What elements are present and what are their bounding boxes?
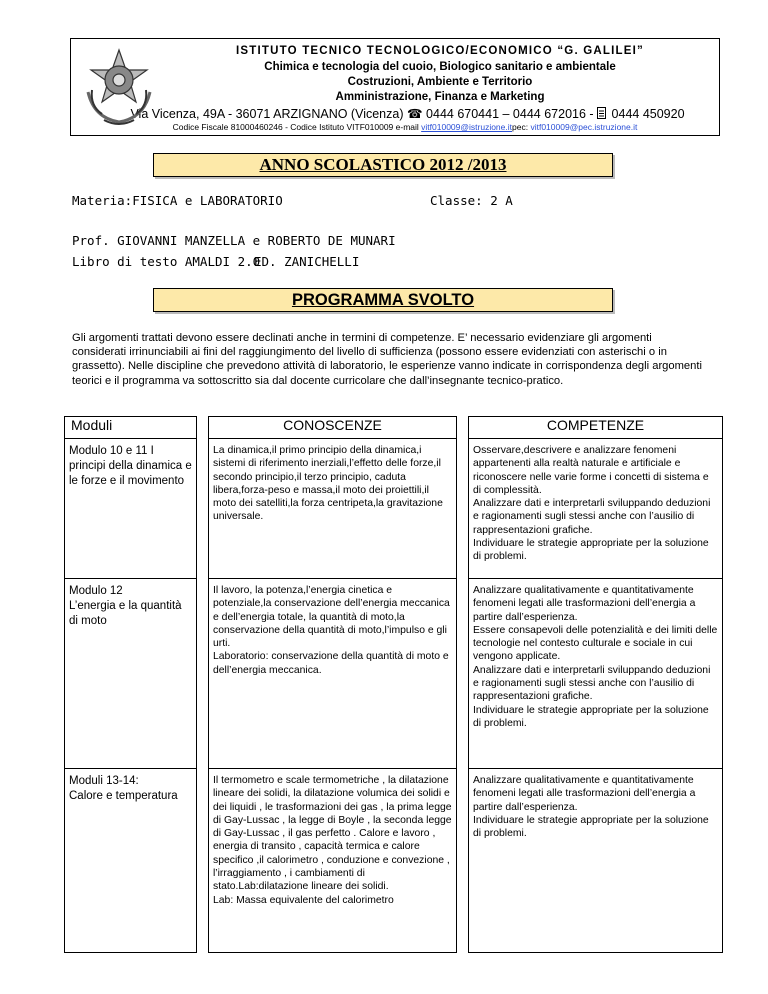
- module-cell: Modulo 10 e 11 I principi della dinamica e le forze e il movimento: [65, 439, 197, 579]
- header-conoscenze: CONOSCENZE: [209, 417, 457, 439]
- program-table: [64, 416, 723, 953]
- textbook: Libro di testo AMALDI 2.0: [72, 254, 261, 269]
- intro-paragraph: Gli argomenti trattati devono essere declinati anche in termini di competenze. E’ necessario evidenziare gli argomenti considerati irrinunciabili ai fini del raggiungimento del livello di sufficienza (possono essere evidenziati con asterischi o in grassetto). Nelle discipline che prevedono attività di laboratorio, le esperienze vanno indicate in corrispondenza degli argomenti teorici e il programma va sottoscritto sia dal docente curricolare che dall’insegnante tecnico-pratico.: [72, 332, 702, 387]
- school-name: ISTITUTO TECNICO TECNOLOGICO/ECONOMICO “G. GALILEI”: [236, 45, 644, 57]
- school-codes: [91, 122, 719, 132]
- pec-address[interactable]: vitf010009@pec.istruzione.it: [530, 122, 638, 132]
- address-text: Via Vicenza, 49A - 36071 ARZIGNANO (Vicenza): [130, 107, 404, 121]
- telephone-icon: ☎: [406, 107, 423, 121]
- module-cell: Moduli 13-14: Calore e temperatura: [65, 769, 197, 953]
- italian-republic-emblem-icon: [74, 40, 164, 130]
- school-address: [96, 106, 719, 121]
- school-courses-line-1: Chimica e tecnologia del cuoio, Biologico sanitario e ambientale: [264, 61, 616, 73]
- school-year-title: ANNO SCOLASTICO 2012 /2013: [153, 153, 613, 177]
- table-row: [65, 579, 723, 769]
- fax-number: 0444 450920: [611, 107, 685, 121]
- header-competenze: COMPETENZE: [469, 417, 723, 439]
- table-row: [65, 769, 723, 953]
- module-cell: Modulo 12 L’energia e la quantità di moto: [65, 579, 197, 769]
- phone-numbers: 0444 670441 – 0444 672016 -: [426, 107, 594, 121]
- class: Classe: 2 A: [430, 193, 513, 208]
- codes-text: Codice Fiscale 81000460246 - Codice Istituto VITF010009 e-mail: [172, 122, 419, 132]
- teachers: Prof. GIOVANNI MANZELLA e ROBERTO DE MUNARI: [72, 233, 396, 248]
- competenze-cell: Analizzare qualitativamente e quantitativamente fenomeni legati alle trasformazioni dell’energia a partire dall’esperienza. Essere consapevoli delle potenzialità e dei limiti delle tecnologie nel contesto culturale e sociale in cui vengono applicate. Analizzare dati e interpretarli sviluppando deduzioni e ragionamenti sugli stessi anche con l’ausilio di rappresentazioni grafiche. Individuare le strategie appropriate per la soluzione di problemi.: [469, 579, 723, 769]
- header-moduli: Moduli: [65, 417, 197, 439]
- table-header-row: [65, 417, 723, 439]
- school-courses-line-3: Amministrazione, Finanza e Marketing: [335, 91, 545, 103]
- pec-label: pec:: [512, 122, 529, 132]
- conoscenze-cell: La dinamica,il primo principio della dinamica,i sistemi di riferimento inerziali,l’effetto delle forze,il secondo principio,il terzo principio, caduta libera,forza-peso e massa,il moto dei proiettili,il moto dei satelliti,la forza centripeta,la gravitazione universale.: [209, 439, 457, 579]
- competenze-cell: Analizzare qualitativamente e quantitativamente fenomeni legati alle trasformazioni dell’energia a partire dall’esperienza. Individuare le strategie appropriate per la soluzione di problemi.: [469, 769, 723, 953]
- email-link[interactable]: vitf010009@istruzione.it: [421, 122, 512, 132]
- school-courses-line-2: Costruzioni, Ambiente e Territorio: [347, 76, 533, 88]
- subject: Materia:FISICA e LABORATORIO: [72, 193, 283, 208]
- program-title: PROGRAMMA SVOLTO: [153, 288, 613, 312]
- table-row: [65, 439, 723, 579]
- school-header: [70, 38, 720, 136]
- publisher: ED. ZANICHELLI: [254, 254, 360, 269]
- conoscenze-cell: Il termometro e scale termometriche , la dilatazione lineare dei solidi, la dilatazione volumica dei solidi e dei liquidi , le trasformazioni dei gas , la prima legge di Gay-Lussac , la legge di Boyle , la seconda legge di Gay-Lussac , il gas perfetto . Calore e lavoro , energia di transito , capacità termica e calore specifico ,il calorimetro , conduzione e convezione , l’irraggiamento , i cambiamenti di stato.Lab:dilatazione lineare dei solidi. Lab: Massa equivalente del calorimetro: [209, 769, 457, 953]
- conoscenze-cell: Il lavoro, la potenza,l’energia cinetica e potenziale,la conservazione dell’energia meccanica e dell’energia totale, la quantità di moto,la conservazione della quantità di moto,l’impulso e gli urti. Laboratorio: conservazione della quantità di moto e dell’energia meccanica.: [209, 579, 457, 769]
- competenze-cell: Osservare,descrivere e analizzare fenomeni appartenenti alla realtà naturale e artificiale e riconoscere nelle varie forme i concetti di sistema e di complessità. Analizzare dati e interpretarli sviluppando deduzioni e ragionamenti sugli stessi anche con l’ausilio di rappresentazioni grafiche. Individuare le strategie appropriate per la soluzione di problemi.: [469, 439, 723, 579]
- fax-icon: [597, 107, 611, 121]
